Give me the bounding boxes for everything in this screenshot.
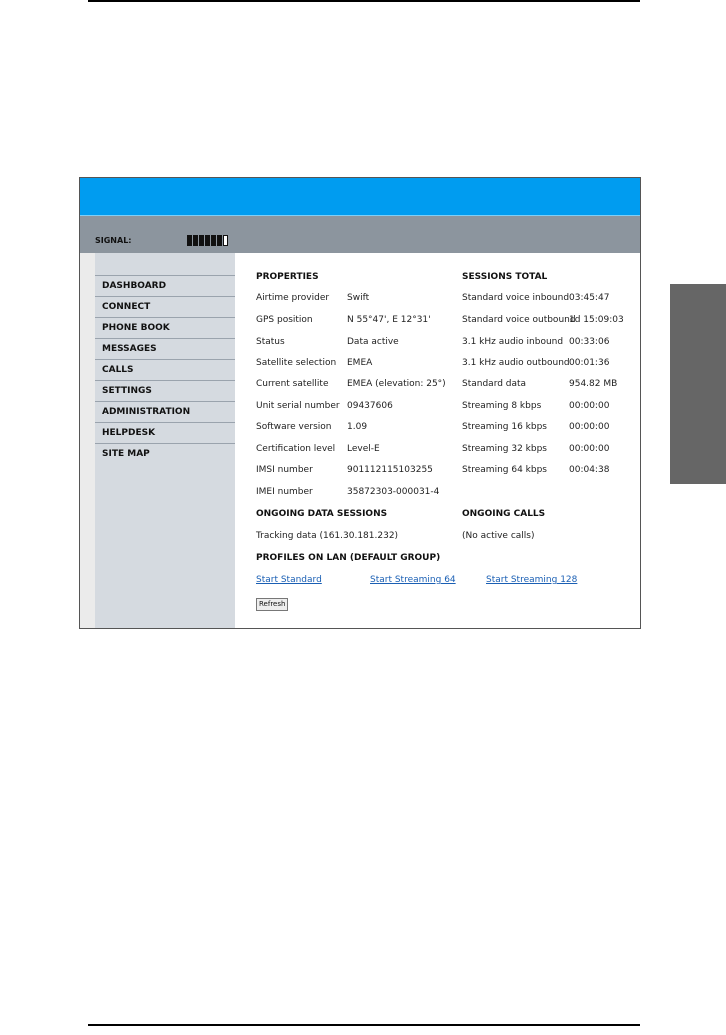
refresh-button[interactable]: Refresh: [256, 598, 288, 611]
start-standard-link[interactable]: Start Standard: [256, 575, 322, 585]
sessions-total-heading: SESSIONS TOTAL: [462, 272, 548, 282]
property-label: Certification level: [256, 444, 336, 454]
nav-item-helpdesk[interactable]: HELPDESK: [95, 423, 235, 444]
property-label: IMEI number: [256, 487, 313, 497]
web-interface-window: [79, 177, 641, 629]
property-label: GPS position: [256, 315, 313, 325]
property-label: Airtime provider: [256, 293, 330, 303]
sidebar-nav: [95, 253, 235, 628]
property-label: Current satellite: [256, 379, 329, 389]
session-value: 1d 15:09:03: [569, 315, 624, 325]
property-value: 901112115103255: [347, 465, 433, 475]
signal-bar-empty: [223, 235, 228, 246]
session-value: 00:33:06: [569, 337, 610, 347]
property-value: N 55°47', E 12°31': [347, 315, 431, 325]
session-label: Streaming 16 kbps: [462, 422, 547, 432]
signal-strength-meter: [187, 235, 228, 246]
signal-bar-filled: [199, 235, 204, 246]
page-bottom-rule: [88, 1024, 640, 1026]
nav-item-dashboard[interactable]: DASHBOARD: [95, 276, 235, 297]
property-label: Unit serial number: [256, 401, 340, 411]
property-label: IMSI number: [256, 465, 313, 475]
property-value: EMEA (elevation: 25°): [347, 379, 446, 389]
profiles-heading: PROFILES ON LAN (DEFAULT GROUP): [256, 553, 441, 563]
nav-item-messages[interactable]: MESSAGES: [95, 339, 235, 360]
start-streaming-128-link[interactable]: Start Streaming 128: [486, 575, 578, 585]
session-value: 00:00:00: [569, 444, 610, 454]
session-value: 00:04:38: [569, 465, 610, 475]
properties-heading: PROPERTIES: [256, 272, 319, 282]
session-value: 00:01:36: [569, 358, 610, 368]
session-label: 3.1 kHz audio outbound: [462, 358, 570, 368]
page-top-rule: [88, 0, 640, 2]
nav-menu: [95, 275, 235, 464]
ongoing-calls-heading: ONGOING CALLS: [462, 509, 546, 519]
nav-item-settings[interactable]: SETTINGS: [95, 381, 235, 402]
nav-item-site-map[interactable]: SITE MAP: [102, 449, 150, 459]
nav-item-connect[interactable]: CONNECT: [95, 297, 235, 318]
nav-item-administration[interactable]: ADMINISTRATION: [95, 402, 235, 423]
chapter-side-tab: [670, 284, 726, 484]
property-value: Level-E: [347, 444, 380, 454]
signal-bar-filled: [205, 235, 210, 246]
start-streaming-64-link[interactable]: Start Streaming 64: [370, 575, 456, 585]
nav-item-calls[interactable]: CALLS: [95, 360, 235, 381]
ongoing-data-sessions-heading: ONGOING DATA SESSIONS: [256, 509, 388, 519]
nav-item-phone-book[interactable]: PHONE BOOK: [95, 318, 235, 339]
property-value: 1.09: [347, 422, 368, 432]
property-label: Status: [256, 337, 285, 347]
ongoing-call-item: (No active calls): [462, 531, 535, 541]
session-label: Standard voice outbound: [462, 315, 576, 325]
signal-label: SIGNAL:: [95, 236, 132, 245]
session-label: Streaming 8 kbps: [462, 401, 542, 411]
session-label: Streaming 64 kbps: [462, 465, 547, 475]
property-value: Swift: [347, 293, 370, 303]
property-label: Software version: [256, 422, 332, 432]
property-value: EMEA: [347, 358, 373, 368]
session-value: 03:45:47: [569, 293, 610, 303]
signal-bar-filled: [217, 235, 222, 246]
signal-bar-filled: [211, 235, 216, 246]
session-label: 3.1 kHz audio inbound: [462, 337, 564, 347]
signal-status-bar: [80, 216, 640, 253]
property-value: Data active: [347, 337, 399, 347]
property-label: Satellite selection: [256, 358, 337, 368]
session-label: Standard data: [462, 379, 527, 389]
session-label: Streaming 32 kbps: [462, 444, 547, 454]
header-banner: [80, 178, 640, 215]
dashboard-content: [235, 253, 640, 628]
session-value: 00:00:00: [569, 401, 610, 411]
signal-bar-filled: [193, 235, 198, 246]
property-value: 35872303-000031-4: [347, 487, 440, 497]
session-value: 954.82 MB: [569, 379, 618, 389]
property-value: 09437606: [347, 401, 393, 411]
session-value: 00:00:00: [569, 422, 610, 432]
session-label: Standard voice inbound: [462, 293, 570, 303]
signal-bar-filled: [187, 235, 192, 246]
ongoing-data-session-item: Tracking data (161.30.181.232): [256, 531, 399, 541]
